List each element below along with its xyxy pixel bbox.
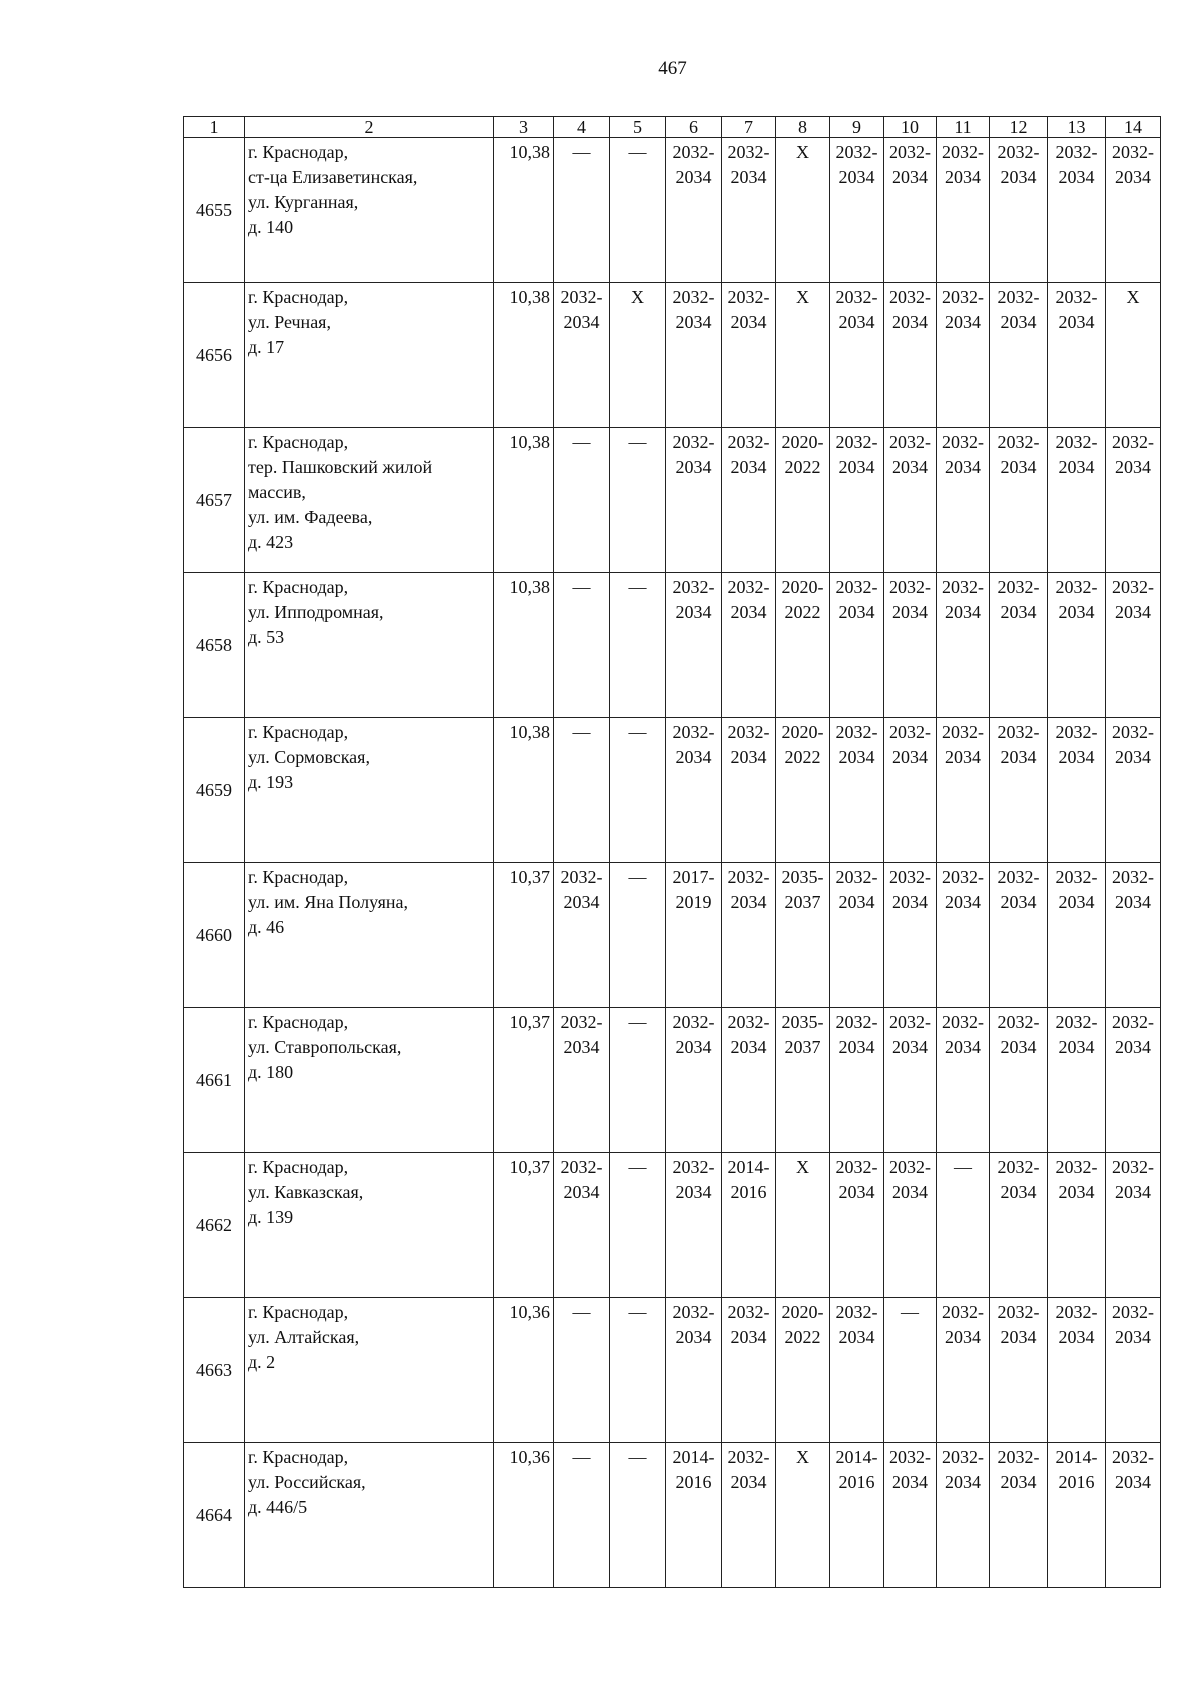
area-cell: 10,37 [494, 1008, 554, 1153]
period-cell: 2032-2034 [722, 1298, 776, 1443]
period-cell: 2017-2019 [666, 863, 722, 1008]
address-line: д. 446/5 [248, 1497, 308, 1517]
address-cell [245, 718, 494, 863]
period-cell: 2032-2034 [937, 1008, 990, 1153]
row-number: 4657 [184, 428, 245, 573]
address-line: г. Краснодар, [248, 432, 349, 452]
address-cell [245, 1443, 494, 1588]
period-cell: 2032-2034 [722, 428, 776, 573]
period-cell: 2035-2037 [776, 1008, 830, 1153]
period-cell: 2014-2016 [722, 1153, 776, 1298]
period-cell: 2032-2034 [830, 1153, 884, 1298]
period-cell: — [554, 718, 610, 863]
address-cell [245, 138, 494, 283]
period-cell: 2032-2034 [666, 138, 722, 283]
period-cell: 2032-2034 [554, 283, 610, 428]
table-row [184, 138, 1161, 283]
period-cell: — [610, 1153, 666, 1298]
address-line: г. Краснодар, [248, 577, 349, 597]
address-line: г. Краснодар, [248, 142, 349, 162]
address-cell [245, 863, 494, 1008]
address-line: массив, [248, 482, 306, 502]
address-line: ул. Российская, [248, 1472, 366, 1492]
table-row [184, 573, 1161, 718]
column-header: 1 [184, 117, 245, 138]
row-number: 4663 [184, 1298, 245, 1443]
period-cell: 2032-2034 [990, 1153, 1048, 1298]
area-cell: 10,37 [494, 1153, 554, 1298]
column-header: 6 [666, 117, 722, 138]
address-line: д. 53 [248, 627, 285, 647]
period-cell: — [610, 1443, 666, 1588]
table-row [184, 863, 1161, 1008]
period-cell: 2032-2034 [554, 863, 610, 1008]
period-cell: 2032-2034 [1048, 573, 1106, 718]
period-cell: 2032-2034 [1106, 1153, 1161, 1298]
address-line: д. 193 [248, 772, 294, 792]
period-cell: 2032-2034 [1106, 863, 1161, 1008]
period-cell: 2032-2034 [666, 428, 722, 573]
address-cell [245, 1008, 494, 1153]
period-cell: 2032-2034 [722, 1443, 776, 1588]
period-cell: 2032-2034 [1106, 428, 1161, 573]
address-line: г. Краснодар, [248, 1447, 349, 1467]
address-line: д. 2 [248, 1352, 276, 1372]
period-cell: 2032-2034 [554, 1153, 610, 1298]
column-header: 13 [1048, 117, 1106, 138]
period-cell: 2032-2034 [1106, 1443, 1161, 1588]
period-cell: 2032-2034 [937, 573, 990, 718]
period-cell: — [610, 138, 666, 283]
address-line: г. Краснодар, [248, 1012, 349, 1032]
area-cell: 10,38 [494, 428, 554, 573]
period-cell: — [554, 1298, 610, 1443]
period-cell: 2032-2034 [884, 863, 937, 1008]
period-cell: 2032-2034 [666, 1298, 722, 1443]
period-cell: 2032-2034 [884, 138, 937, 283]
period-cell: — [610, 1008, 666, 1153]
column-header: 14 [1106, 117, 1161, 138]
period-cell: 2032-2034 [990, 1008, 1048, 1153]
period-cell: 2035-2037 [776, 863, 830, 1008]
period-cell: 2032-2034 [1106, 573, 1161, 718]
address-line: д. 17 [248, 337, 285, 357]
period-cell: 2032-2034 [1048, 1008, 1106, 1153]
area-cell: 10,36 [494, 1298, 554, 1443]
period-cell: 2032-2034 [990, 863, 1048, 1008]
period-cell: 2032-2034 [1106, 718, 1161, 863]
address-line: д. 423 [248, 532, 294, 552]
column-header: 4 [554, 117, 610, 138]
period-cell: 2014-2016 [830, 1443, 884, 1588]
address-line: г. Краснодар, [248, 722, 349, 742]
area-cell: 10,38 [494, 718, 554, 863]
address-line: г. Краснодар, [248, 867, 349, 887]
period-cell: 2020-2022 [776, 428, 830, 573]
period-cell: — [610, 863, 666, 1008]
column-header: 2 [245, 117, 494, 138]
period-cell: 2032-2034 [884, 283, 937, 428]
period-cell: X [1106, 283, 1161, 428]
address-line: ул. Алтайская, [248, 1327, 360, 1347]
period-cell: 2032-2034 [830, 1008, 884, 1153]
table-row [184, 1008, 1161, 1153]
period-cell: 2032-2034 [666, 573, 722, 718]
period-cell: 2032-2034 [884, 1153, 937, 1298]
period-cell: 2032-2034 [830, 1298, 884, 1443]
period-cell: 2032-2034 [1048, 428, 1106, 573]
period-cell: — [554, 1443, 610, 1588]
period-cell: 2032-2034 [830, 428, 884, 573]
area-cell: 10,38 [494, 138, 554, 283]
address-line: г. Краснодар, [248, 1157, 349, 1177]
period-cell: — [610, 428, 666, 573]
period-cell: 2032-2034 [722, 573, 776, 718]
period-cell: — [554, 428, 610, 573]
row-number: 4662 [184, 1153, 245, 1298]
column-header: 8 [776, 117, 830, 138]
address-line: ул. Кавказская, [248, 1182, 364, 1202]
period-cell: 2032-2034 [1048, 138, 1106, 283]
period-cell: 2032-2034 [830, 283, 884, 428]
period-cell: — [884, 1298, 937, 1443]
period-cell: 2032-2034 [1048, 863, 1106, 1008]
period-cell: 2032-2034 [990, 718, 1048, 863]
period-cell: 2032-2034 [884, 428, 937, 573]
address-cell [245, 573, 494, 718]
address-line: ул. Сормовская, [248, 747, 370, 767]
row-number: 4656 [184, 283, 245, 428]
period-cell: 2032-2034 [1106, 1008, 1161, 1153]
address-cell [245, 1298, 494, 1443]
column-header: 12 [990, 117, 1048, 138]
address-line: ул. Ставропольская, [248, 1037, 402, 1057]
period-cell: 2032-2034 [990, 573, 1048, 718]
period-cell: 2032-2034 [884, 1008, 937, 1153]
address-line: ул. Ипподромная, [248, 602, 384, 622]
period-cell: X [776, 138, 830, 283]
period-cell: 2032-2034 [722, 283, 776, 428]
column-header: 11 [937, 117, 990, 138]
row-number: 4661 [184, 1008, 245, 1153]
period-cell: 2032-2034 [884, 1443, 937, 1588]
area-cell: 10,37 [494, 863, 554, 1008]
row-number: 4660 [184, 863, 245, 1008]
page-number: 467 [658, 58, 687, 79]
period-cell: 2032-2034 [937, 283, 990, 428]
address-line: ул. им. Яна Полуяна, [248, 892, 409, 912]
column-header: 7 [722, 117, 776, 138]
address-line: тер. Пашковский жилой [248, 457, 433, 477]
period-cell: 2032-2034 [722, 138, 776, 283]
area-cell: 10,38 [494, 283, 554, 428]
period-cell: 2032-2034 [830, 718, 884, 863]
period-cell: 2032-2034 [722, 718, 776, 863]
period-cell: 2032-2034 [666, 283, 722, 428]
header-row [184, 117, 1161, 138]
period-cell: 2032-2034 [937, 1298, 990, 1443]
row-number: 4658 [184, 573, 245, 718]
table-row [184, 283, 1161, 428]
period-cell: 2032-2034 [1048, 283, 1106, 428]
period-cell: — [610, 573, 666, 718]
period-cell: 2032-2034 [666, 1008, 722, 1153]
period-cell: 2032-2034 [830, 863, 884, 1008]
period-cell: 2032-2034 [990, 428, 1048, 573]
period-cell: 2032-2034 [937, 138, 990, 283]
row-number: 4664 [184, 1443, 245, 1588]
address-line: ст-ца Елизаветинская, [248, 167, 418, 187]
period-cell: X [776, 1443, 830, 1588]
address-line: д. 180 [248, 1062, 294, 1082]
table-row [184, 428, 1161, 573]
column-header: 5 [610, 117, 666, 138]
period-cell: 2032-2034 [1048, 1298, 1106, 1443]
period-cell: — [937, 1153, 990, 1298]
period-cell: 2020-2022 [776, 718, 830, 863]
period-cell: 2032-2034 [937, 428, 990, 573]
period-cell: X [776, 1153, 830, 1298]
column-header: 10 [884, 117, 937, 138]
period-cell: 2032-2034 [722, 863, 776, 1008]
period-cell: 2020-2022 [776, 573, 830, 718]
period-cell: 2032-2034 [990, 283, 1048, 428]
period-cell: 2032-2034 [990, 138, 1048, 283]
period-cell: 2032-2034 [666, 718, 722, 863]
area-cell: 10,38 [494, 573, 554, 718]
period-cell: 2020-2022 [776, 1298, 830, 1443]
period-cell: 2014-2016 [1048, 1443, 1106, 1588]
period-cell: 2032-2034 [830, 138, 884, 283]
period-cell: 2032-2034 [722, 1008, 776, 1153]
table-row [184, 1298, 1161, 1443]
table-row [184, 1153, 1161, 1298]
address-line: д. 140 [248, 217, 294, 237]
address-cell [245, 428, 494, 573]
registry-table [183, 116, 1161, 1588]
column-header: 3 [494, 117, 554, 138]
period-cell: 2032-2034 [884, 573, 937, 718]
period-cell: 2032-2034 [554, 1008, 610, 1153]
period-cell: 2032-2034 [666, 1153, 722, 1298]
period-cell: 2032-2034 [937, 863, 990, 1008]
period-cell: X [776, 283, 830, 428]
area-cell: 10,36 [494, 1443, 554, 1588]
address-line: д. 139 [248, 1207, 294, 1227]
period-cell: — [610, 1298, 666, 1443]
period-cell: — [610, 718, 666, 863]
address-cell [245, 283, 494, 428]
address-line: г. Краснодар, [248, 1302, 349, 1322]
period-cell: X [610, 283, 666, 428]
period-cell: 2032-2034 [937, 1443, 990, 1588]
address-cell [245, 1153, 494, 1298]
row-number: 4655 [184, 138, 245, 283]
row-number: 4659 [184, 718, 245, 863]
period-cell: 2032-2034 [1048, 718, 1106, 863]
address-line: д. 46 [248, 917, 285, 937]
period-cell: 2032-2034 [990, 1298, 1048, 1443]
address-line: ул. Речная, [248, 312, 331, 332]
address-line: г. Краснодар, [248, 287, 349, 307]
period-cell: 2032-2034 [830, 573, 884, 718]
address-line: ул. Курганная, [248, 192, 359, 212]
table-body [184, 138, 1161, 1588]
period-cell: 2032-2034 [884, 718, 937, 863]
period-cell: 2032-2034 [1106, 138, 1161, 283]
period-cell: 2014-2016 [666, 1443, 722, 1588]
period-cell: 2032-2034 [1106, 1298, 1161, 1443]
period-cell: 2032-2034 [990, 1443, 1048, 1588]
period-cell: 2032-2034 [1048, 1153, 1106, 1298]
period-cell: 2032-2034 [937, 718, 990, 863]
period-cell: — [554, 138, 610, 283]
table-row [184, 1443, 1161, 1588]
address-line: ул. им. Фадеева, [248, 507, 373, 527]
period-cell: — [554, 573, 610, 718]
table-row [184, 718, 1161, 863]
column-header: 9 [830, 117, 884, 138]
